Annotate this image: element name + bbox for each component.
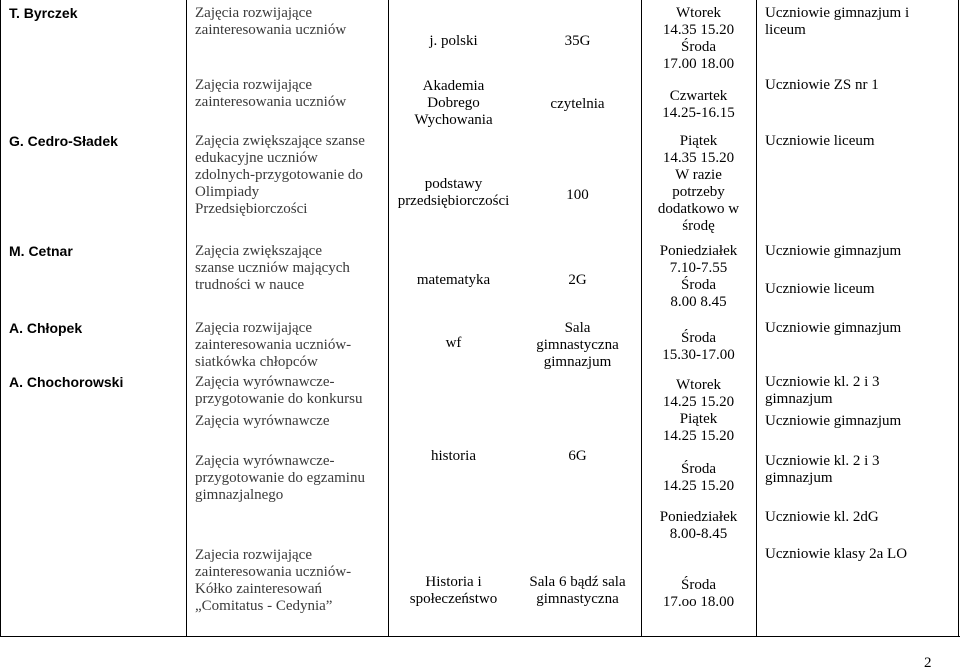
student-group: Uczniowie liceum bbox=[765, 281, 875, 297]
schedule-time: Środa 17.oo 18.00 bbox=[662, 577, 735, 610]
teacher-name: A. Chłopek bbox=[9, 320, 83, 336]
activity-description: Zajęcia rozwijające zainteresowania uczniów- siatkówka chłopców bbox=[195, 320, 352, 370]
schedule-time: Wtorek 14.25 15.20 Piątek 14.25 15.20 bbox=[662, 377, 735, 444]
activity-description: Zajecia rozwijające zainteresowania uczniów- Kółko zainteresowań „Comitatus - Cedynia” bbox=[195, 547, 352, 614]
schedule-time: Wtorek 14.35 15.20 Środa 17.00 18.00 bbox=[662, 5, 735, 72]
student-group: Uczniowie gimnazjum bbox=[765, 243, 902, 259]
teacher-name: T. Byrczek bbox=[9, 5, 78, 21]
student-group: Uczniowie klasy 2a LO bbox=[765, 546, 908, 562]
student-group: Uczniowie gimnazjum bbox=[765, 320, 902, 336]
activity-description: Zajęcia wyrównawcze bbox=[195, 413, 330, 429]
schedule-time: Poniedziałek 7.10-7.55 Środa 8.00 8.45 bbox=[659, 243, 738, 310]
room-name: 35G bbox=[564, 33, 591, 49]
table-border-bottom bbox=[0, 636, 960, 637]
student-group: Uczniowie gimnazjum i liceum bbox=[765, 5, 910, 38]
table-border-left bbox=[0, 0, 1, 637]
subject-name: historia bbox=[431, 448, 476, 464]
activity-description: Zajęcia zwiększające szanse edukacyjne uczniów zdolnych-przygotowanie do Olimpiady Przedsiębiorczości bbox=[195, 133, 365, 217]
student-group: Uczniowie gimnazjum bbox=[765, 413, 902, 429]
subject-name: Historia i społeczeństwo bbox=[409, 574, 498, 607]
student-group: Uczniowie kl. 2 i 3 gimnazjum bbox=[765, 453, 880, 486]
teacher-name: G. Cedro-Sładek bbox=[9, 133, 118, 149]
room-name: 2G bbox=[568, 272, 587, 288]
student-group: Uczniowie ZS nr 1 bbox=[765, 77, 879, 93]
subject-name: matematyka bbox=[416, 272, 491, 288]
activity-description: Zajęcia wyrównawcze- przygotowanie do konkursu bbox=[195, 374, 363, 407]
schedule-time: Piątek 14.35 15.20 W razie potrzeby dodatkowo w środę bbox=[657, 133, 740, 234]
schedule-time: Poniedziałek 8.00-8.45 bbox=[659, 509, 738, 542]
column-divider bbox=[388, 0, 389, 637]
teacher-name: A. Chochorowski bbox=[9, 374, 124, 390]
activity-description: Zajęcia rozwijające zainteresowania uczniów bbox=[195, 5, 347, 38]
column-divider bbox=[756, 0, 757, 637]
room-name: Sala 6 bądź sala gimnastyczna bbox=[529, 574, 626, 607]
subject-name: j. polski bbox=[429, 33, 478, 49]
room-name: czytelnia bbox=[550, 96, 605, 112]
subject-name: Akademia Dobrego Wychowania bbox=[414, 78, 493, 128]
page-number: 2 bbox=[924, 655, 932, 671]
teacher-name: M. Cetnar bbox=[9, 243, 73, 259]
column-divider bbox=[186, 0, 187, 637]
schedule-time: Środa 15.30-17.00 bbox=[662, 330, 735, 363]
activity-description: Zajęcia zwiększające szanse uczniów mających trudności w nauce bbox=[195, 243, 350, 293]
subject-name: wf bbox=[445, 335, 462, 351]
activity-description: Zajęcia rozwijające zainteresowania uczniów bbox=[195, 77, 347, 110]
table-border-right bbox=[958, 0, 959, 637]
subject-name: podstawy przedsiębiorczości bbox=[397, 176, 510, 209]
room-name: Sala gimnastyczna gimnazjum bbox=[536, 320, 619, 370]
student-group: Uczniowie liceum bbox=[765, 133, 875, 149]
student-group: Uczniowie kl. 2 i 3 gimnazjum bbox=[765, 374, 880, 407]
student-group: Uczniowie kl. 2dG bbox=[765, 509, 879, 525]
schedule-time: Czwartek 14.25-16.15 bbox=[662, 88, 735, 121]
schedule-time: Środa 14.25 15.20 bbox=[662, 461, 735, 494]
activity-description: Zajęcia wyrównawcze- przygotowanie do egzaminu gimnazjalnego bbox=[195, 453, 365, 503]
room-name: 6G bbox=[568, 448, 587, 464]
room-name: 100 bbox=[566, 187, 589, 203]
